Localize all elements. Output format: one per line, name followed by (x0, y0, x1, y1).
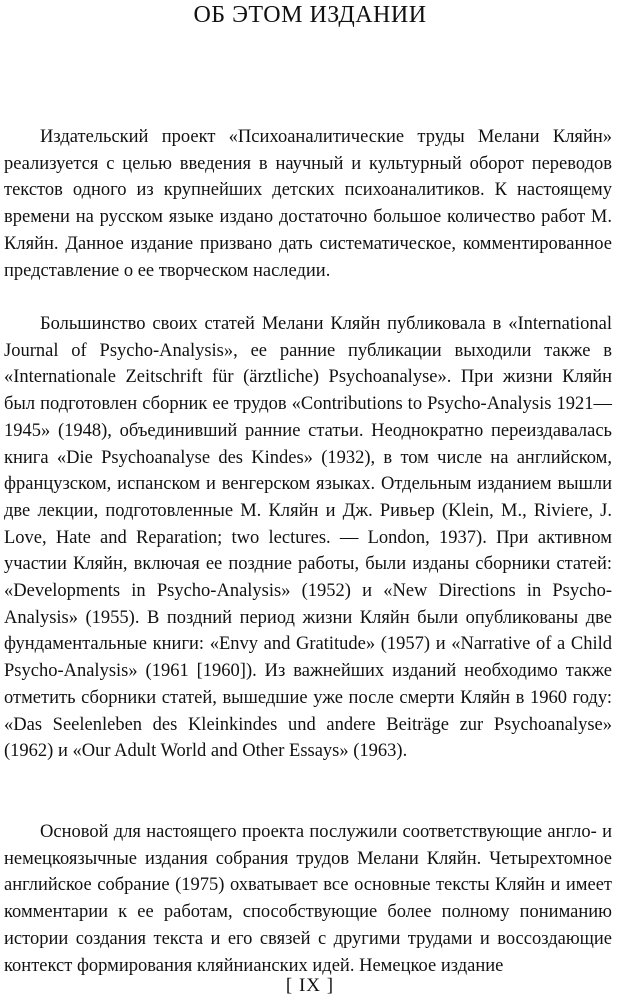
page-title: ОБ ЭТОМ ИЗДАНИИ (193, 2, 427, 28)
page-number: [ IX ] (285, 975, 335, 996)
paragraph-project-basis: Основой для настоящего проекта послужили соответствующие англо- и немецкоязычные издания собрания трудов Мелани Кляйн. Четырехтомное английское собрание (1975) охватывает все основные тексты Кляйн и имеет комментарии к ее работам, способствующие более полному пониманию истории создания текста и его связей с другими трудами и воссоздающие контекст формирования кляйнианских идей. Немецкое издание (4, 822, 612, 976)
paragraph-publications-history: Большинство своих статей Мелани Кляйн публиковала в «International Journal of Psycho-Analysis», ее ранние публикации выходили также в «Internationale Zeitschrift für (ärztliche) Psychoanalyse». При жизни Кляйн был подготовлен сборник ее трудов «Contributions to Psycho-Analysis 1921—1945» (1948), объединивший ранние статьи. Неоднократно переиздавалась книга «Die Psychoanalyse des Kindes» (1932), в том числе на английском, французском, испанском и венгерском языках. Отдельным изданием вышли две лекции, подготовленные М. Кляйн и Дж. Ривьер (Klein, M., Riviere, J. Love, Hate and Reparation; two lectures. — London, 1937). При активном участии Кляйн, включая ее поздние работы, были изданы сборники статей: «Developments in Psycho-Analysis» (1952) и «New Directions in Psycho-Analysis» (1955). В поздний период жизни Кляйн были опубликованы две фундаментальные книги: «Envy and Gratitude» (1957) и «Narrative of a Child Psycho-Analysis» (1961 [1960]). Из важнейших изданий необходимо также отметить сборники статей, вышедшие уже после смерти Кляйн в 1960 году: «Das Seelenleben des Kleinkindes und andere Beiträge zur Psychoanalyse» (1962) и «Our Adult World and Other Essays» (1963). (4, 314, 612, 762)
paragraph-publishing-project: Издательский проект «Психоаналитические труды Мелани Кляйн» реализуется с целью введения в научный и культурный оборот переводов текстов одного из крупнейших детских психоаналитиков. К настоящему времени на русском языке издано достаточно большое количество работ М. Кляйн. Данное издание призвано дать систематическое, комментированное представление о ее творческом наследии. (4, 127, 612, 281)
